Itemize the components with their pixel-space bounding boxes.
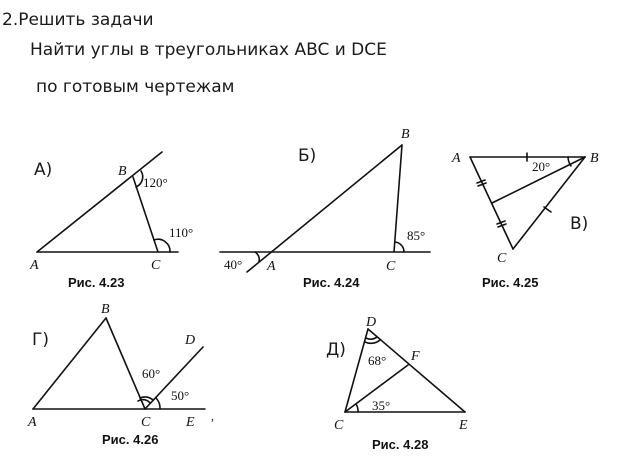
stray-mark: , — [211, 409, 214, 423]
fig-b-side-bc — [394, 145, 402, 252]
fig-g-point-d: D — [185, 333, 196, 348]
fig-d-angle-arc-c — [356, 404, 358, 412]
fig-b-point-b: B — [401, 127, 410, 142]
fig-b-angle-40: 40° — [224, 257, 243, 272]
fig-v-point-a: A — [452, 151, 461, 166]
figure-label-g: Г) — [32, 330, 49, 350]
task-instruction-continued: по готовым чертежам — [36, 77, 235, 97]
figure-caption-g: Рис. 4.26 — [102, 432, 159, 447]
fig-v-angle-20: 20° — [532, 159, 551, 174]
fig-a-angle-120: 120° — [143, 175, 168, 190]
fig-d-point-e: E — [459, 418, 468, 433]
fig-g-angle-50: 50° — [171, 388, 190, 403]
fig-g-angle-60: 60° — [142, 366, 161, 381]
fig-a-angle-110: 110° — [169, 225, 194, 240]
fig-g-side-ab — [33, 318, 106, 409]
fig-g-angle-arc-60b — [138, 400, 150, 403]
figure-caption-a: Рис. 4.23 — [68, 275, 125, 290]
fig-d-angle-68: 68° — [368, 353, 387, 368]
fig-d-angle-arc-d1 — [366, 337, 377, 339]
fig-b-angle-arc-a — [255, 252, 259, 262]
figure-b-drawing — [220, 145, 430, 272]
fig-d-angle-arc-d2 — [365, 340, 380, 343]
figure-label-v: В) — [570, 214, 589, 234]
fig-v-tick-bc — [544, 207, 551, 212]
fig-g-point-b: B — [101, 302, 110, 317]
figure-caption-d: Рис. 4.28 — [372, 437, 429, 452]
fig-b-point-c: C — [386, 259, 396, 274]
fig-g-angle-arc-50 — [156, 398, 160, 409]
fig-a-point-b: B — [118, 164, 127, 179]
fig-v-point-c: C — [497, 251, 507, 266]
fig-g-point-a: A — [28, 415, 37, 430]
figure-v-drawing — [470, 153, 585, 249]
figure-d-drawing — [345, 329, 465, 412]
fig-d-point-f: F — [411, 349, 420, 364]
figure-a-drawing — [37, 152, 178, 252]
figure-label-d: Д) — [326, 340, 346, 360]
task-instruction: Найти углы в треугольниках ABC и DCE — [30, 40, 387, 60]
fig-b-angle-85: 85° — [407, 228, 426, 243]
figure-caption-v: Рис. 4.25 — [482, 275, 539, 290]
fig-a-side-ab-extended — [37, 152, 162, 252]
fig-d-point-d: D — [366, 315, 377, 330]
fig-d-angle-35: 35° — [372, 398, 391, 413]
task-title: 2.Решить задачи — [2, 10, 154, 30]
fig-b-point-a: A — [267, 259, 276, 274]
fig-g-side-bc — [106, 318, 145, 409]
fig-a-angle-arc-b — [136, 171, 143, 187]
figure-label-b: Б) — [298, 146, 317, 166]
fig-b-angle-arc-c — [395, 242, 404, 252]
fig-g-point-c: C — [141, 415, 151, 430]
fig-g-point-e: E — [186, 415, 195, 430]
fig-a-point-a: A — [30, 258, 39, 273]
fig-b-side-ab-extended — [247, 145, 402, 272]
figure-label-a: А) — [34, 160, 53, 180]
fig-v-point-b: B — [590, 151, 599, 166]
figure-caption-b: Рис. 4.24 — [303, 275, 360, 290]
fig-d-point-c: C — [334, 418, 344, 433]
fig-a-point-c: C — [151, 258, 161, 273]
